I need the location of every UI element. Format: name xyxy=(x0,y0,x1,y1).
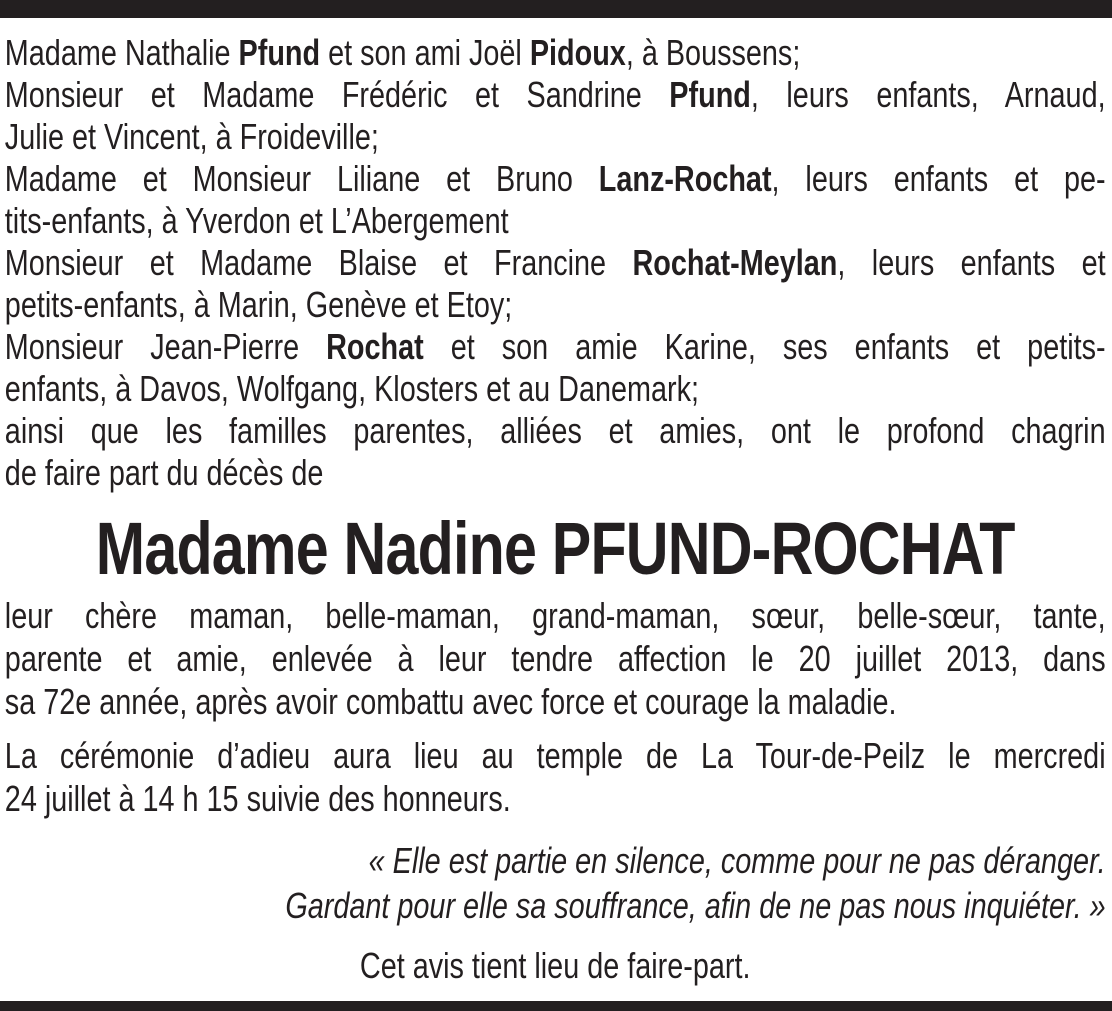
bottom-rule xyxy=(0,1001,1112,1011)
text-segment: Julie et Vincent, à Froideville; xyxy=(4,116,379,157)
family-line-5 xyxy=(5,200,1106,242)
text-segment: Monsieur et Madame Blaise et Francine xyxy=(4,242,633,283)
ceremony-paragraph xyxy=(5,734,1106,820)
family-line-1 xyxy=(5,32,1106,74)
text-segment: , leurs enfants, Arnaud, xyxy=(750,74,1106,115)
text-segment: et son ami Joël xyxy=(320,32,530,73)
tribute-line-2: parente et amie, enlevée à leur tendre affection le 20 juillet 2013, dans xyxy=(4,638,1106,679)
text-segment: Monsieur Jean-Pierre xyxy=(4,326,327,367)
family-surname-bold: Pfund xyxy=(669,74,751,115)
text-segment: enfants, à Davos, Wolfgang, Klosters et au Danemark; xyxy=(4,368,700,409)
text-segment: tits-enfants, à Yverdon et L’Abergement xyxy=(4,200,509,241)
text-segment: , à Boussens; xyxy=(625,32,801,73)
text-segment: Madame et Monsieur Liliane et Bruno xyxy=(4,158,599,199)
family-announcement xyxy=(5,32,1106,494)
family-surname-bold: Rochat xyxy=(326,326,424,367)
family-line-4 xyxy=(5,158,1106,200)
text-segment: ainsi que les familles parentes, alliées et amies, ont le profond chagrin xyxy=(4,410,1106,451)
text-segment: Monsieur et Madame Frédéric et Sandrine xyxy=(4,74,670,115)
text-segment: et son amie Karine, ses enfants et petits- xyxy=(423,326,1106,367)
memorial-quote xyxy=(5,838,1106,928)
text-segment: , leurs enfants et pe- xyxy=(771,158,1106,199)
quote-line-1: « Elle est partie en silence, comme pour ne pas déranger. xyxy=(368,840,1106,881)
text-segment: de faire part du décès de xyxy=(4,452,324,493)
family-line-8 xyxy=(5,326,1106,368)
quote-line-2: Gardant pour elle sa souffrance, afin de ne pas nous inquiéter. » xyxy=(285,885,1106,926)
closing-line: Cet avis tient lieu de faire-part. xyxy=(359,945,751,986)
tribute-line-3: sa 72e année, après avoir combattu avec force et courage la maladie. xyxy=(4,681,897,722)
text-segment: petits-enfants, à Marin, Genève et Etoy; xyxy=(4,284,513,325)
text-segment: , leurs enfants et xyxy=(837,242,1106,283)
family-line-6 xyxy=(5,242,1106,284)
family-line-9 xyxy=(5,368,1106,410)
family-line-10 xyxy=(5,410,1106,452)
family-surname-bold: Pfund xyxy=(238,32,321,73)
tribute-line-1: leur chère maman, belle-maman, grand-maman, sœur, belle-sœur, tante, xyxy=(4,595,1106,636)
family-line-2 xyxy=(5,74,1106,116)
family-line-3 xyxy=(5,116,1106,158)
ceremony-line-1: La cérémonie d’adieu aura lieu au temple de La Tour-de-Peilz le mercredi xyxy=(4,735,1106,776)
family-surname-bold: Pidoux xyxy=(529,32,626,73)
ceremony-line-2: 24 juillet à 14 h 15 suivie des honneurs. xyxy=(4,778,511,819)
family-surname-bold: Lanz-Rochat xyxy=(598,158,772,199)
tribute-paragraph xyxy=(5,594,1106,723)
deceased-name: Madame Nadine PFUND-ROCHAT xyxy=(95,507,1015,590)
family-line-11 xyxy=(5,452,1106,494)
family-line-7 xyxy=(5,284,1106,326)
text-segment: Madame Nathalie xyxy=(4,32,239,73)
family-surname-bold: Rochat-Meylan xyxy=(632,242,838,283)
